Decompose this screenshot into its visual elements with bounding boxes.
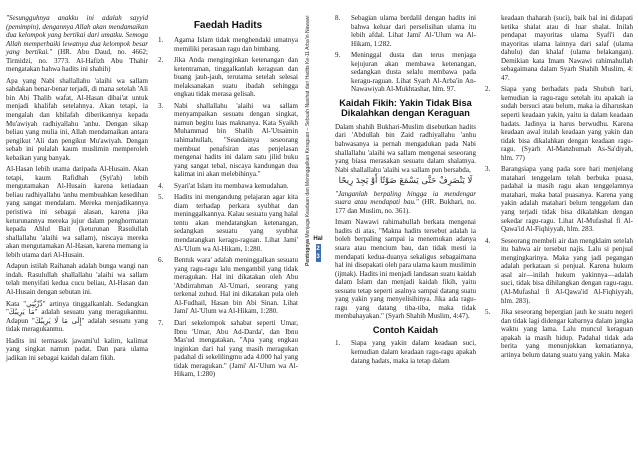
list-item [158, 102, 298, 179]
right-page [335, 0, 638, 451]
list-number: 1. [158, 36, 164, 44]
hadith-translation-reference: (HR. Bukhari, no. 177 dan Muslim, no. 361). [335, 198, 476, 215]
list-number: 8. [335, 14, 341, 22]
running-title [305, 6, 329, 266]
list-number: 1. [335, 339, 341, 348]
list-number: 3. [158, 101, 164, 110]
list-number: 2. [485, 85, 491, 94]
list-item [158, 256, 298, 316]
faedah-list [158, 36, 298, 379]
list-text: Hadits ini mengandung pelajaran agar kita diam terhadap perkara syubhat dan meninggalkannya. Kalau sesuatu yang halal tentu akan mendatangkan ketenangan, sedangkan sesuatu yang syubhat mendatangkan keragu-raguan. Lihat Jami' Al-'Ulum wa Al-Hikam, 1:280. [174, 193, 298, 253]
list-text: Jika seseorang bepergian jauh ke suatu negeri dan tidak lagi didengar kabarnya dalam jangka waktu yang lama. Lalu muncul keraguan apakah ia masih hidup. Padahal tidak ada berita yang menunjukkan kematiannya, artinya belum datang suatu yang yakin. Maka [501, 308, 633, 359]
section-heading: Faedah Hadits [193, 20, 263, 31]
hadith-quote-reference: (HR. Abu Daud, no. 4662; Tirmidzi, no. 3773. Al-Hafizh Abu Thahir mengatakan bahwa hadits ini shahih) [6, 48, 148, 74]
list-item [158, 36, 298, 53]
list-number: 5. [485, 308, 491, 317]
paragraph: Adapun istilah Raihanah adalah bunga wangi nan indah. Rasulullah shallallahu 'alaihi wa sallam telah menyifati kedua cucu beliau, Al-Hasan dan Al-Husain dengan sebutan ini. [6, 262, 148, 296]
list-number: 9. [335, 51, 341, 60]
list-number: 6. [158, 256, 164, 265]
list-number: 3. [485, 165, 491, 174]
list-text: Bentuk wara' adalah meninggalkan sesuatu yang ragu-ragu lalu mengambil yang tidak meragukan. Hal ini dikatakan oleh Abu 'Abdirrahman Al-'Umari, seorang yang terkenal zuhud. Hal ini dikatakan pula oleh Al-Fudhail, Hasan bin Abi Sinan. Lihat Jami' Al-'Ulum wa Al-Hikam, 1:280. [174, 256, 298, 316]
list-text: Barangsiapa yang pada sore hari menjelang matahari tenggelam telah berbuka puasa, padahal ia masih ragu akan tenggelamnya matahari, maka batal puasanya. Karena yang yakin adalah matahari belum tenggelam dan yang terjadi tidak bisa dikalahkan dengan sekedar ragu-ragu. Lihat Al-Mufashal fi Al-Qawa'id Al-Fiqhiyyah, hlm. 283. [501, 165, 633, 234]
hadith-translation-paragraph [335, 190, 476, 216]
list-item [335, 14, 476, 48]
page-label: Hal [313, 236, 323, 242]
list-item [158, 319, 298, 379]
list-text: Agama Islam tidak menghendaki umatnya memiliki perasaan ragu dan bimbang. [174, 36, 298, 53]
left-column-2 [158, 14, 298, 382]
book-gutter [303, 0, 335, 451]
paragraph: Kata "ذُرِّيَّتِي" artinya tinggalkanlah. Sedangkan "مَا يَرِيبُكَ" adalah sesuatu yang meragukanmu. Adapun "إِلَى مَا لَا يَرِيبُكَ" adalah sesuatu yang tidak meragukanmu. [6, 299, 149, 334]
hadith-quote-paragraph [6, 14, 148, 74]
faedah-list-continued [335, 14, 476, 94]
right-column-1 [335, 14, 476, 368]
list-text: Sebagian ulama berdalil dengan hadits ini bahwa keluar dari perselisihan ulama itu lebih afdal. Lihat Jami' Al-'Ulum wa Al-Hikam, 1:282. [351, 14, 476, 48]
paragraph: Apa yang Nabi shallallahu 'alaihi wa sallam sabdakan benar-benar terjadi, di mana setelah 'Ali bin Abi Thalib wafat, Al-Hasan dibai'at untuk menjadi khalifah setelahnya. Akan tetapi, ia mengalah dan khilafah diberikannya kepada Mu'awiyah radhiyallahu 'anhu. Dengan sikap beliau yang mulia ini, Allah mendamaikan antara pengikut 'Ali dan pengikut Mu'awiyah. Dengan sebab ini pulalah kaum muslimin memperoleh kebaikan yang banyak. [6, 76, 148, 162]
paragraph: Hadits ini termasuk jawami'ul kalim, kalimat yang singkat namun padat. Dan para ulama jadikan ini sebagai kaidah dalam fikih. [6, 336, 148, 362]
arabic-hadith-text: لَا يَنْصَرِفْ حَتَّى يَسْمَعَ صَوْتًا أَوْ يَجِدَ رِيحًا [338, 176, 473, 187]
list-number: 7. [158, 318, 164, 327]
section-heading: Contoh Kaidah [372, 324, 439, 335]
paragraph: Imam Nawawi rahimahullah berkata mengenai hadits di atas, "Makna hadits tersebut adalah ia boleh berpaling sampai ia menemukan adanya suara atau mencium bau, dan tidak mesti ia mendapati kedua-duanya sekaligus sebagaimana hal ini disepakati oleh para ulama kaum muslimin (ijmak). Hadits ini menjadi landasan suatu kaidah dalam Islam dan menjadi kaidah fikih, yaitu sesuatu tetap seperti asalnya sampai datang suatu yang yakin yang menyelisihinya. Jika ada ragu-ragu yang datang tiba-tiba, maka tidak membahayakan." (Syarh Shahih Muslim, 4:47). [335, 218, 476, 321]
list-item [485, 85, 633, 162]
list-item [335, 51, 476, 94]
list-number: 4. [485, 236, 491, 245]
page-number-right: 3 [316, 254, 320, 260]
list-text: Jika Anda menginginkan ketenangan dan ketentraman, tinggalkanlah keraguan dan buang jauh-jauh, terutama setelah selesai melaksanakan suatu ibadah sehingga engkau tidak merasa gelisah. [174, 56, 298, 99]
list-item [335, 339, 476, 365]
list-text: Siapa yang yakin dalam keadaan suci, kemudian dalam keadaan ragu-ragu apakah datang hadats, maka ia tetap dalam [351, 339, 476, 365]
page-number-left: 2 [316, 246, 320, 252]
list-number: 5. [158, 193, 164, 202]
right-column-2 [485, 14, 633, 362]
list-item [485, 237, 633, 305]
list-item [485, 165, 633, 233]
paragraph: Dalam shahih Bukhari-Muslim disebutkan hadits dari 'Abdullah bin Zaid radhiyallahu 'anhu bahwasanya ia pernah mengadukan pada Nabi shallallahu 'alaihi wa sallam mengenai seseorang yang biasa merasakan sesuatu dalam shalatnya. Nabi shallallahu 'alaihi wa sallam pun bersabda, [335, 122, 476, 174]
left-page [0, 0, 303, 451]
paragraph: keadaan thaharah (suci), baik hal ini didapati ketika shalat atau di luar shalat. Inilah pendapat mayoritas ulama Syafi'i dan mayoritas ulama lainnya dari salaf (ulama dahulu) dan khalaf (ulama belakangan). Demikian kata Imam Nawawi rahimahullah sebagaimana dalam Syarh Shahih Muslim, 4: 47. [501, 14, 633, 82]
list-text: Seseorang membeli air dan mengklaim setelah itu bahwa air tersebut najis. Lalu si penjual mengingkarinya. Maka yang jadi pegangan adalah perkataan si penjual. Karena hukum asal air—inilah hukum yakinnya—adalah suci, tidak bisa dihilangkan dengan ragu-ragu. (Al-Mufashal fi Al-Qawa'id Al-Fiqhiyyah, hlm. 283). [501, 236, 633, 305]
list-text: Dari sekelompok sahabat seperti Umar, Ibnu 'Umar, Abu Ad-Darda', dan Ibnu Mas'ud mengatakan, "Apa yang engkau inginkan dari hal yang masih meragukan padahal di sekelilingmu ada 4.000 hal yang tidak meragukan." (Jami' Al-'Ulum wa Al-Hikam, 1:280) [174, 318, 298, 379]
contoh-list-continued [485, 85, 633, 359]
hadith-quote-text: "Sesungguhnya anakku ini adalah sayyid (pemimpin), dengannya Allah akan mendamaikan dua kelompok yang bertikai dari umatku. Semoga Allah memperbaiki lewatnya dua kelompok besar yang bertikai." [6, 14, 148, 57]
list-item [158, 182, 298, 191]
list-text: Siapa yang berhadats pada Shubuh hari, kemudian ia ragu-ragu setelah itu apakah ia sudah bersuci atau belum, maka ia diharuskan seperti keadaan yakin, yaitu ia dalam keadaan hadats. Jadinya ia harus berwudhu. Karena keadaan awal itulah keadaan yang yakin dan tidak bisa dikalahkan dengan keadaan ragu-ragu. (Syarh Al-Manzhumah As-Sa'diyah, hlm. 77) [501, 85, 633, 162]
list-number: 4. [158, 181, 164, 190]
running-title-bold: Pentingnya [305, 239, 311, 266]
section-heading: Kaidah Fikih: Yakin Tidak Bisa Dikalahkan dengan Keraguan [339, 97, 472, 119]
contoh-list [335, 339, 476, 365]
list-item [158, 56, 298, 99]
list-text: Meninggal dusta dan terus menjaga kejujuran akan membawa ketenangan, sedangkan dusta selalu membawa pada keragu-raguan. Lihat Syarh Al-Arba'in An-Nawawiyah Al-Mukhtashar, hlm. 97. [351, 51, 476, 94]
list-item [158, 193, 298, 253]
running-title-rest: Menjaga Keadaan dan Meninggalkan Keraguan – Sebuah Nasihat dari Hadits Ke-11 Arba'in Nawawi [305, 15, 311, 240]
hadith-translation: "Janganlah berpaling hingga ia mendengar suara atau mendapati bau." [335, 189, 476, 207]
list-text: Syari'at Islam itu membawa kemudahan. [174, 181, 289, 190]
list-number: 2. [158, 56, 164, 65]
left-column-1 [6, 14, 148, 365]
list-text: Nabi shallallahu 'alaihi wa sallam menyampaikan sesuatu dengan singkat, namun begitu luas maknanya. Kata Syaikh Muhammad bin Shalih Al-'Utsaimin rahimahullah, "Seandainya seseorang membuat penafsiran atas penjelasan mengenai hadits ini dalam satu jilid buku yang sangat tebal, niscaya kandungan dua kalimat ini akan melebihinya." [174, 101, 298, 179]
list-item [485, 308, 633, 359]
paragraph: Al-Hasan lebih utama daripada Al-Husain. Akan tetapi, kaum Rafidhah (Syi'ah) lebih mengutamakan Al-Husain karena ketiadaan beliau radhiyallahu 'anhu membuahkan kesedihan yang sangat mendalam. Mereka menjadikannya peristiwa ini sebagai alasan, karena jika keturunannya mereka jujur dalam penghormatan kepada Ahlul Bait (keturunan Rasulullah shallallahu 'alaihi wa sallam), niscaya mereka akan mengutamakan Al-Hasan, karena memang ia lebih utama dari Al-Husain. [6, 165, 148, 259]
